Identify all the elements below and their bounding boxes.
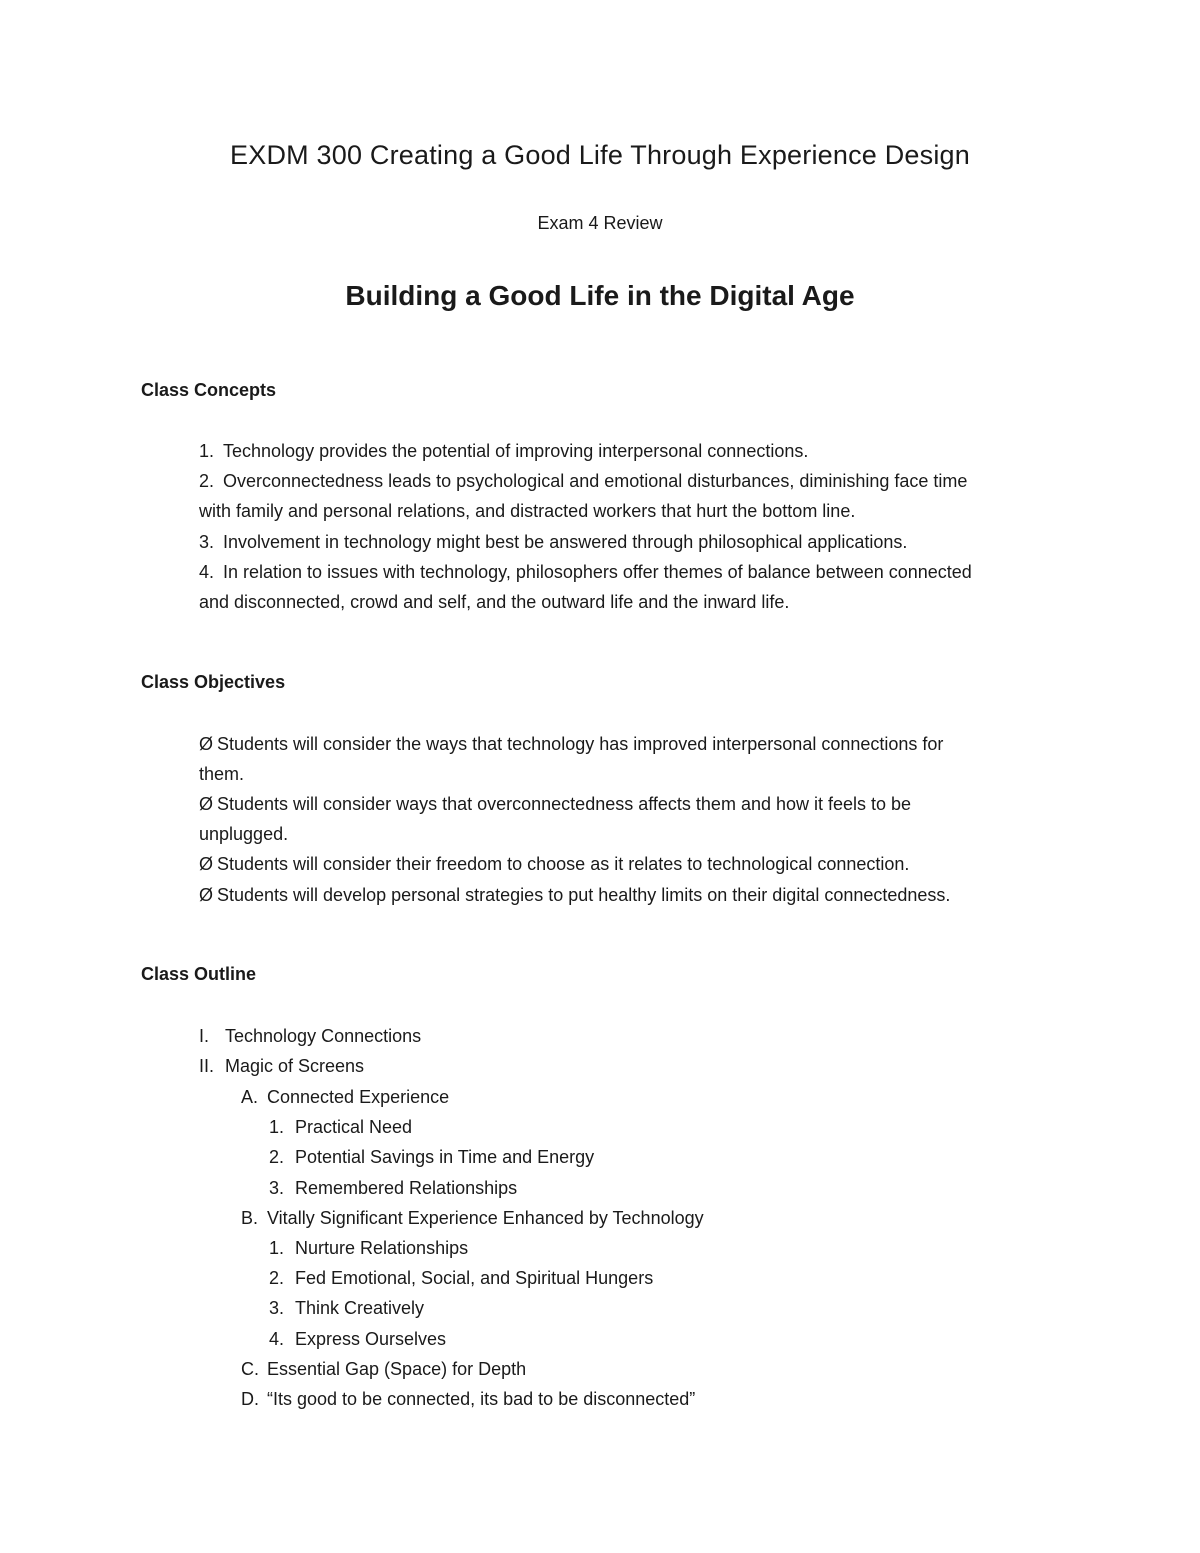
outline-item-sub-3: [269, 1173, 517, 1203]
outline-item-sub-4: [269, 1324, 446, 1354]
outline-item-sub-1: [269, 1233, 468, 1263]
concept-text: Overconnectedness leads to psychological and emotional disturbances, diminishing face time: [223, 471, 968, 491]
concept-item-3: [199, 527, 907, 557]
outline-marker: A.: [241, 1087, 259, 1107]
outline-marker: 1.: [269, 1238, 285, 1258]
outline-text: Express Ourselves: [295, 1329, 447, 1349]
bullet-icon: Ø: [199, 794, 214, 814]
outline-text: Fed Emotional, Social, and Spiritual Hungers: [295, 1268, 654, 1288]
outline-text: Vitally Significant Experience Enhanced by Technology: [267, 1208, 704, 1228]
objective-text: Students will consider the ways that technology has improved interpersonal connections for: [217, 734, 944, 754]
outline-text: Essential Gap (Space) for Depth: [267, 1359, 527, 1379]
bullet-icon: Ø: [199, 854, 214, 874]
outline-marker: 3.: [269, 1298, 285, 1318]
concept-text: Involvement in technology might best be answered through philosophical applications.: [223, 532, 908, 552]
outline-item-letter-d: [241, 1384, 695, 1414]
outline-item-sub-2: [269, 1263, 653, 1293]
objective-item-4: [199, 880, 950, 910]
objective-item-2-continued: unplugged.: [199, 824, 289, 844]
concepts-heading: Class Concepts: [141, 380, 277, 400]
outline-marker: 2.: [269, 1268, 285, 1288]
concept-item-4: [199, 557, 972, 587]
course-title: EXDM 300 Creating a Good Life Through Experience Design: [230, 140, 970, 170]
objective-text: Students will consider their freedom to choose as it relates to technological connection.: [217, 854, 910, 874]
main-heading: Building a Good Life in the Digital Age: [345, 280, 855, 311]
outline-text: Nurture Relationships: [295, 1238, 469, 1258]
objective-item-3: [199, 849, 909, 879]
outline-text: Magic of Screens: [225, 1056, 365, 1076]
concept-item-4-continued: and disconnected, crowd and self, and the outward life and the inward life.: [199, 592, 790, 612]
objective-text: Students will develop personal strategies to put healthy limits on their digital connectedness.: [217, 885, 951, 905]
objectives-heading: Class Objectives: [141, 672, 286, 692]
outline-text: “Its good to be connected, its bad to be disconnected”: [267, 1389, 696, 1409]
concept-number: 2.: [199, 471, 215, 491]
outline-text: Think Creatively: [295, 1298, 425, 1318]
outline-item-letter-a: [241, 1082, 449, 1112]
objective-text: Students will consider ways that overconnectedness affects them and how it feels to be: [217, 794, 912, 814]
outline-marker: 2.: [269, 1147, 285, 1167]
outline-marker: D.: [241, 1389, 259, 1409]
outline-text: Remembered Relationships: [295, 1178, 518, 1198]
concept-item-2-continued: with family and personal relations, and distracted workers that hurt the bottom line.: [199, 501, 856, 521]
bullet-icon: Ø: [199, 885, 214, 905]
objective-item-2: [199, 789, 911, 819]
objective-item-1: [199, 729, 943, 759]
outline-marker: C.: [241, 1359, 259, 1379]
bullet-icon: Ø: [199, 734, 214, 754]
concept-number: 3.: [199, 532, 215, 552]
exam-subtitle: Exam 4 Review: [537, 213, 663, 233]
outline-item-sub-2: [269, 1142, 594, 1172]
concept-number: 4.: [199, 562, 215, 582]
concept-number: 1.: [199, 441, 215, 461]
outline-item-roman-1: [199, 1021, 421, 1051]
objective-item-1-continued: them.: [199, 764, 245, 784]
outline-item-sub-1: [269, 1112, 412, 1142]
outline-marker: 1.: [269, 1117, 285, 1137]
outline-marker: II.: [199, 1056, 215, 1076]
concept-item-1: [199, 436, 808, 466]
concept-item-2: [199, 466, 967, 496]
outline-text: Potential Savings in Time and Energy: [295, 1147, 595, 1167]
concept-text: In relation to issues with technology, philosophers offer themes of balance between connected: [223, 562, 972, 582]
outline-item-letter-b: [241, 1203, 704, 1233]
outline-text: Connected Experience: [267, 1087, 450, 1107]
concept-text: Technology provides the potential of improving interpersonal connections.: [223, 441, 809, 461]
outline-item-roman-2: [199, 1051, 364, 1081]
outline-item-letter-c: [241, 1354, 526, 1384]
outline-text: Practical Need: [295, 1117, 413, 1137]
outline-marker: B.: [241, 1208, 259, 1228]
outline-heading: Class Outline: [141, 964, 257, 984]
outline-marker: I.: [199, 1026, 210, 1046]
outline-text: Technology Connections: [225, 1026, 422, 1046]
outline-marker: 3.: [269, 1178, 285, 1198]
outline-item-sub-3: [269, 1293, 424, 1323]
outline-marker: 4.: [269, 1329, 285, 1349]
